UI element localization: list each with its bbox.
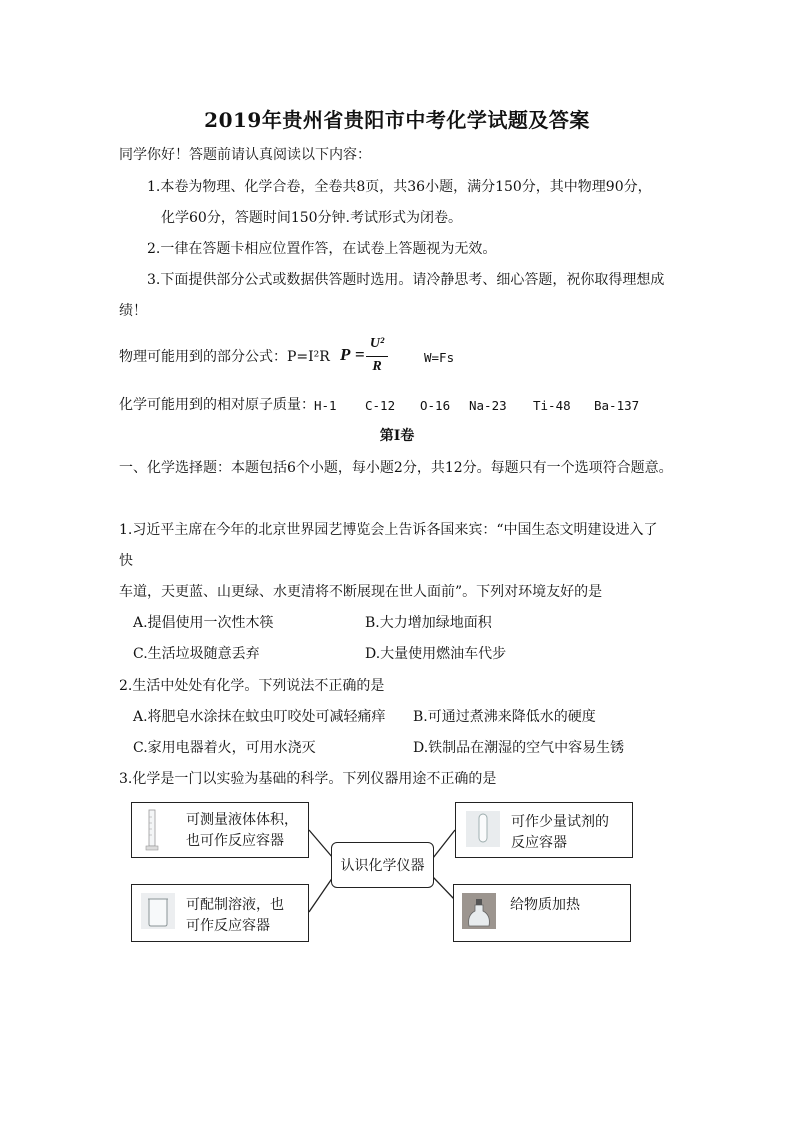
power-symbol: P	[340, 345, 351, 364]
q1-option-b[interactable]: B.大力增加绿地面积	[365, 615, 492, 631]
q2-stem: 2.生活中处处有化学。下列说法不正确的是	[119, 678, 385, 694]
atomic-masses-label: 化学可能用到的相对原子质量：	[119, 397, 315, 413]
atomic-mass-ti: Ti-48	[533, 398, 571, 413]
box-test-tube	[455, 802, 633, 858]
box-beaker	[131, 884, 309, 942]
instruction-1-line-1: 1.本卷为物理、化学合卷，全卷共8页，共36小题，满分150分，其中物理90分，	[147, 179, 652, 195]
diagram-center-label: 认识化学仪器	[340, 858, 425, 874]
q2-option-b[interactable]: B.可通过煮沸来降低水的硬度	[413, 709, 596, 725]
instruction-3-line-2: 绩！	[119, 303, 147, 319]
section-1-heading: 一、化学选择题：本题包括6个小题，每小题2分，共12分。每题只有一个选项符合题意。	[119, 460, 673, 476]
box-alcohol-lamp	[453, 884, 631, 942]
greeting: 同学你好！答题前请认真阅读以下内容：	[119, 147, 371, 163]
fraction-denominator: R	[372, 359, 382, 374]
box-bl-line-1: 可配制溶液，也	[186, 897, 284, 913]
q1-option-a[interactable]: A.提倡使用一次性木筷	[133, 615, 274, 631]
equals-sign: =	[355, 345, 365, 364]
q1-stem-line-2: 快	[119, 553, 133, 569]
q2-option-c[interactable]: C.家用电器着火，可用水浇灭	[133, 740, 316, 756]
box-graduated-cylinder	[131, 802, 309, 858]
physics-formula-label: 物理可能用到的部分公式：P=I²R	[119, 349, 330, 365]
q1-stem-line-1: 1.习近平主席在今年的北京世界园艺博览会上告诉各国来宾：“中国生态文明建设进入了	[119, 522, 658, 538]
box-bl-line-2: 可作反应容器	[186, 918, 270, 934]
alcohol-lamp-image	[462, 893, 496, 929]
q3-stem: 3.化学是一门以实验为基础的科学。下列仪器用途不正确的是	[119, 771, 497, 787]
instruction-3-line-1: 3.下面提供部分公式或数据供答题时选用。请冷静思考、细心答题，祝你取得理想成	[147, 272, 665, 288]
box-tl-line-2: 也可作反应容器	[186, 833, 284, 849]
volume-heading: 第Ⅰ卷	[379, 428, 415, 444]
atomic-mass-ba: Ba-137	[594, 398, 640, 413]
instruction-2: 2.一律在答题卡相应位置作答，在试卷上答题视为无效。	[147, 241, 497, 257]
work-formula: W=Fs	[424, 350, 455, 365]
instruction-1-line-2: 化学60分，答题时间150分钟.考试形式为闭卷。	[161, 210, 462, 226]
atomic-mass-c: C-12	[365, 398, 396, 413]
q2-option-a[interactable]: A.将肥皂水涂抹在蚊虫叮咬处可减轻痛痒	[133, 709, 386, 725]
box-tr-line-2: 反应容器	[511, 835, 567, 851]
diagram-center-node	[331, 842, 434, 888]
fraction-numerator: U²	[369, 336, 385, 351]
box-tl-line-1: 可测量液体体积，	[186, 812, 298, 828]
test-tube-image	[466, 811, 500, 847]
q2-option-d[interactable]: D.铁制品在潮湿的空气中容易生锈	[413, 740, 625, 756]
q1-option-c[interactable]: C.生活垃圾随意丢弃	[133, 646, 260, 662]
q1-stem-line-3: 车道，天更蓝、山更绿、水更清将不断展现在世人面前”。下列对环境友好的是	[119, 584, 603, 600]
atomic-mass-na: Na-23	[469, 398, 507, 413]
page-title: 2019年贵州省贵阳市中考化学试题及答案	[204, 108, 590, 132]
box-tr-line-1: 可作少量试剂的	[511, 814, 609, 830]
atomic-mass-o: O-16	[420, 398, 451, 413]
graduated-cylinder-image	[145, 809, 159, 851]
beaker-image	[141, 893, 175, 929]
box-br-line-1: 给物质加热	[510, 897, 580, 913]
q1-option-d[interactable]: D.大量使用燃油车代步	[365, 646, 507, 662]
atomic-mass-h: H-1	[314, 398, 337, 413]
